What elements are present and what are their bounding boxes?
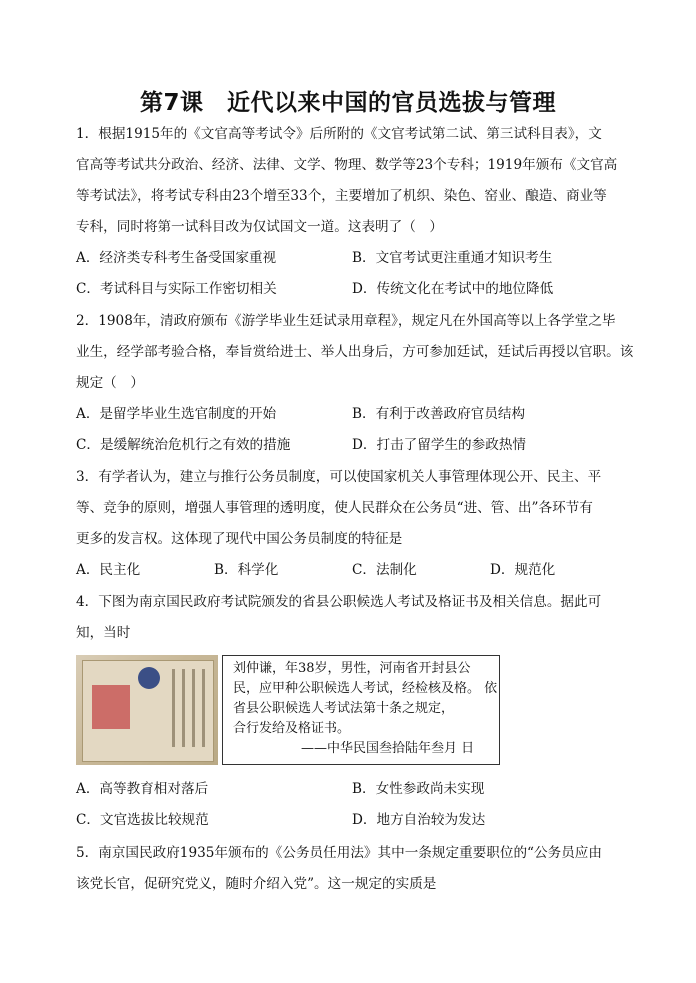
q5-line-1: 5．南京国民政府1935年颁布的《公务员任用法》其中一条规定重要职位的“公务员应由 <box>76 845 602 861</box>
q4-option-a: A．高等教育相对落后 <box>76 781 209 797</box>
q4-line-2: 知，当时 <box>76 625 131 641</box>
certificate-text-line-3: 省县公职候选人考试法第十条之规定， <box>233 701 455 716</box>
certificate-figure <box>76 655 500 765</box>
q4-option-b: B．女性参政尚未实现 <box>352 781 485 797</box>
emblem-seal <box>138 667 160 689</box>
q3-line-3: 更多的发言权。这体现了现代中国公务员制度的特征是 <box>76 531 403 547</box>
q4-option-d: D．地方自治较为发达 <box>352 812 486 828</box>
q3-line-1: 3．有学者认为，建立与推行公务员制度，可以使国家机关人事管理体现公开、民主、平 <box>76 469 602 485</box>
certificate-text-line-4: 合行发给及格证书。 <box>233 721 351 736</box>
q1-option-c: C．考试科目与实际工作密切相关 <box>76 281 277 297</box>
certificate-text-box <box>222 655 500 765</box>
q2-line-1: 2．1908年，清政府颁布《游学毕业生廷试录用章程》，规定凡在外国高等以上各学堂之毕 <box>76 313 616 329</box>
q3-option-a: A．民主化 <box>76 562 141 578</box>
q4-line-1: 4．下图为南京国民政府考试院颁发的省县公职候选人考试及格证书及相关信息。据此可 <box>76 594 602 610</box>
q1-line-2: 官高等考试共分政治、经济、法律、文学、物理、数学等23个专科；1919年颁布《文官高 <box>76 157 618 173</box>
q2-option-a: A．是留学毕业生选官制度的开始 <box>76 406 277 422</box>
q2-line-2: 业生，经学部考验合格，奉旨赏给进士、举人出身后，方可参加廷试，廷试后再授以官职。该 <box>76 344 634 360</box>
q1-option-b: B．文官考试更注重通才知识考生 <box>352 250 553 266</box>
q5-line-2: 该党长官，促研究党义，随时介绍入党”。这一规定的实质是 <box>76 876 437 892</box>
red-stamp <box>92 685 130 729</box>
q3-option-b: B．科学化 <box>214 562 279 578</box>
q2-option-d: D．打击了留学生的参政热情 <box>352 437 527 453</box>
q1-line-3: 等考试法》，将考试专科由23个增至33个，主要增加了机织、染色、窑业、酿造、商业等 <box>76 188 607 204</box>
page-title: 第7课 近代以来中国的官员选拔与管理 <box>139 90 556 116</box>
q4-option-c: C．文官选拔比较规范 <box>76 812 209 828</box>
q1-option-d: D．传统文化在考试中的地位降低 <box>352 281 554 297</box>
q2-line-3: 规定（ ） <box>76 375 144 391</box>
q1-option-a: A．经济类专科考生备受国家重视 <box>76 250 277 266</box>
q3-option-d: D．规范化 <box>490 562 556 578</box>
q2-option-c: C．是缓解统治危机行之有效的措施 <box>76 437 291 453</box>
q3-line-2: 等、竞争的原则，增强人事管理的透明度，使人民群众在公务员“进、管、出”各环节有 <box>76 500 593 516</box>
certificate-text-line-1: 刘仲谦，年38岁，男性，河南省开封县公 <box>233 661 471 676</box>
q1-line-4: 专科，同时将第一试科目改为仅试国文一道。这表明了（ ） <box>76 219 444 235</box>
q2-option-b: B．有利于改善政府官员结构 <box>352 406 526 422</box>
q1-line-1: 1．根据1915年的《文官高等考试令》后所附的《文官考试第二试、第三试科目表》，文 <box>76 126 602 142</box>
certificate-photo <box>76 655 218 765</box>
certificate-text-line-2: 民，应甲种公职候选人考试，经检核及格。 依 <box>233 681 498 696</box>
q3-option-c: C．法制化 <box>352 562 417 578</box>
certificate-date-line: ——中华民国叁拾陆年叁月 日 <box>301 741 475 756</box>
